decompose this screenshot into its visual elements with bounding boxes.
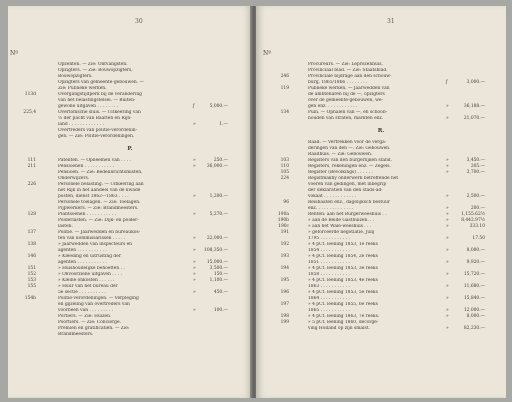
entry-list [8, 62, 252, 338]
entry-currency: » [446, 272, 449, 277]
entry-text: 1858 . . . . . . . . . . . [308, 272, 350, 277]
entry-text: » 4 pCt. leening 1863, 7e reeks. [308, 314, 380, 319]
entry-text: Overtreders van politie-verordenin- [58, 128, 138, 133]
entry-number: 146 [27, 254, 36, 259]
entry-text: Publieke werken. — Jaarwedden van [308, 86, 390, 91]
entry-text: Poortiers. — Zie: Concierge. [58, 320, 121, 325]
entry-text: der deklaratiën van den stads-ad- [308, 188, 383, 193]
entry-number: 138 [27, 242, 36, 247]
entry-text: Renten: aan het Burgerweeshuis . . [308, 212, 387, 217]
entry-text: Onderwijzers. [58, 176, 90, 181]
entry-currency: » [193, 164, 196, 169]
entry-amount: 36,000.— [206, 164, 228, 169]
entry-text: Politie. — Jaarwedden en bureaukos- [58, 230, 141, 235]
entry-currency: » [446, 170, 449, 175]
entry-number: 113d [24, 92, 36, 97]
entry-currency: » [193, 212, 196, 217]
entry-text: Provinciaal blad. — Zie: Staatsblad. [308, 68, 388, 73]
entry-amount: 12,000.— [463, 308, 485, 313]
entry-text: gen enz. . . . . . . . . . . . [308, 104, 358, 109]
entry-text: » aan de Beide Gasthuizen. . . [308, 218, 375, 223]
entry-number: 224 [280, 176, 289, 181]
entry-number: 151 [27, 266, 36, 271]
entry-text: Pensioen. — Zie: Bedelinrichtsmisten, [58, 170, 143, 175]
entry-amount: 1,200.— [209, 194, 228, 199]
entry-text: 1864 . . . . . . . . . . . [308, 296, 350, 301]
entry-text: deringen van den —. Zie: Gebouwen. [308, 146, 391, 151]
entry-text: 1851 . . . . . . . . . . . [308, 260, 350, 265]
entry-text: P. [127, 146, 133, 152]
entry-text: R. [377, 128, 385, 134]
entry-text: Pensioenen . . . . . . . . . . . [58, 164, 115, 169]
entry-text: Pijpwerkers. — Zie: Brandmeesters. [58, 206, 139, 211]
entry-number: 192 [280, 242, 289, 247]
entry-number: 191 [280, 230, 289, 235]
entry-text: Polderlasten. — Zie: Dijk- en polder- [58, 218, 139, 223]
entry-text: Plantsoenen . . . . . . . . . . . [58, 212, 117, 217]
entry-text: » 4 pCt. leening 1853, 5e reeks [308, 290, 378, 295]
entry-amount: 450.— [213, 290, 228, 295]
entry-number: 96 [283, 200, 289, 205]
entry-number: 152 [27, 272, 36, 277]
entry-text: Brandmeesters. [58, 332, 94, 337]
entry-amount: 3,500.— [209, 266, 228, 271]
entry-currency: » [193, 290, 196, 295]
entry-currency: » [193, 278, 196, 283]
entry-number: 190c [278, 224, 289, 229]
entry-currency: » [193, 272, 196, 277]
entry-amount: 1,100.— [209, 278, 228, 283]
entry-text: voeren van gedingen, met inbegrip [308, 182, 387, 187]
entry-text: ⅓ der pacht van Baarlen en Rijn- [58, 116, 132, 121]
number-column-label: Nº [263, 50, 272, 57]
entry-currency: » [446, 308, 449, 313]
entry-amount: 15,840.— [463, 296, 485, 301]
entry-text: Registers, rekeningen enz. — Zegels. [308, 164, 391, 169]
entry-currency: » [446, 212, 449, 217]
entry-amount: 108,350.— [204, 248, 228, 253]
entry-amount: 22,000.— [206, 236, 228, 241]
entry-text: Portiers. — Zie: Huizen. [58, 314, 112, 319]
entry-text: » Huishoudelijke behoeften . . [58, 266, 125, 271]
entry-text: ten van kommissarissen . . . . . [58, 236, 126, 241]
entry-text: agenten . . . . . . . . . . . [58, 260, 107, 265]
entry-currency: » [446, 236, 449, 241]
entry-currency: » [446, 206, 449, 211]
entry-currency: » [193, 260, 196, 265]
entry-currency: » [446, 248, 449, 253]
entry-number: 154b [24, 296, 36, 301]
entry-number: 111 [27, 158, 36, 163]
entry-text: » 5 pCt. leening 1860, decorge- [308, 320, 379, 325]
entry-amount: 5,270.— [209, 212, 228, 217]
entry-text: Raadhuis. — Zie: Gebouwen. [308, 152, 373, 157]
entry-currency: » [446, 116, 449, 121]
entry-text: lasten. [58, 224, 73, 229]
entry-text: Opzenten. — Zie: Ontvangsten. [58, 62, 128, 67]
entry-amount: 15,000.— [206, 260, 228, 265]
entry-currency: » [446, 164, 449, 169]
entry-number: 153 [27, 278, 36, 283]
entry-text: 5e sectie . . . . . . . . . . [58, 290, 106, 295]
entry-text: Bouwopzigters. [58, 74, 93, 79]
entry-text: Opzigters. — Zie: Bouwopzigters, [58, 68, 133, 73]
entry-text: de ambtenaren bij de —, opzigters [308, 92, 385, 97]
entry-text: en gijzeling van overtreders van [58, 302, 130, 307]
left-page [8, 6, 252, 398]
entry-text: » 4 pCt. leening 1853, 3e reeks [308, 266, 378, 271]
entry-text: gewone uitgaven . . . . . . . . [58, 104, 119, 109]
entry-number: 225,4 [23, 110, 36, 115]
entry-number: 110 [280, 164, 289, 169]
entry-currency: ƒ [193, 104, 195, 109]
entry-text: ving Holland op zijn smalst. [308, 326, 370, 331]
entry-amount: 205.— [470, 164, 485, 169]
entry-number: 128 [27, 212, 36, 217]
entry-currency: » [446, 224, 449, 229]
entry-number: 137 [27, 230, 36, 235]
entry-currency: » [446, 284, 449, 289]
entry-currency: » [446, 314, 449, 319]
entry-amount: 200.— [470, 206, 485, 211]
entry-text: Registers van den burgerlijken stand. [308, 158, 393, 163]
entry-number: 246 [280, 74, 289, 79]
entry-currency: » [193, 194, 196, 199]
entry-currency: » [446, 326, 449, 331]
entry-text: het Rijk in het aandeel van de kwade [58, 188, 141, 193]
entry-currency: » [446, 194, 449, 199]
entry-amount: 150.— [213, 272, 228, 277]
entry-text: agenten . . . . . . . . . . . [58, 248, 107, 253]
entry-text: Procureurs. — Zie: Leprozenhuis. [308, 62, 383, 67]
entry-number: 197 [280, 302, 289, 307]
number-column-label: Nº [10, 50, 19, 57]
entry-number: 194 [280, 266, 289, 271]
entry-text: » Onvoorziene uitgaven . . . . [58, 272, 123, 277]
entry-text: » 4 pCt. leening 1853, 1e reeks [308, 242, 378, 247]
entry-currency: » [193, 122, 196, 127]
entry-text: land . . . . . . . . . . . . . [58, 122, 104, 127]
entry-text: enz. . . . . . . . . . . . . . [308, 206, 354, 211]
entry-amount: 1,155.62½ [461, 212, 485, 217]
entry-text: Overgangstijdperk bij de verandering [58, 92, 142, 97]
entry-amount: 2,500.— [466, 194, 485, 199]
entry-text: gen. — Zie: Politie-verordeningen. [58, 134, 135, 139]
entry-currency: » [446, 218, 449, 223]
entry-text: 1865 . . . . . . . . . . . [308, 308, 350, 313]
entry-text: Patenten. — Opneemen van . . . . [58, 158, 131, 163]
entry-currency: » [193, 308, 196, 313]
entry-amount: 333.10 [469, 224, 485, 229]
entry-text: voorheen van . . . . . . . . . [58, 308, 114, 313]
entry-text: Politie-verordeningen. — Verpleging [58, 296, 139, 301]
entry-text: 1795 . . . . . . . . . . . [308, 236, 350, 241]
entry-number: 226 [27, 182, 36, 187]
page-number: 31 [387, 18, 395, 25]
entry-amount: 1.— [219, 122, 228, 127]
entry-text: over de gemeente-gebouwen, we- [308, 98, 383, 103]
entry-amount: 36,188.— [463, 104, 485, 109]
entry-text: » 4 pCt. leening 1855, 6e reeks [308, 302, 378, 307]
entry-text: Puin. — Ophalen van —, en schoon- [308, 110, 388, 115]
entry-amount: 3,450.— [466, 158, 485, 163]
entry-text: » Kleeding en uitrusting der [58, 254, 121, 259]
entry-amount: 3,000.— [466, 80, 485, 85]
entry-text: Provinciale bijdrage aan den schouw- [308, 74, 392, 79]
page-number: 30 [135, 18, 143, 25]
entry-text: Zie: Publieke werken. [58, 86, 107, 91]
entry-text: Premiën en gratificatiën. — Zie: [58, 326, 130, 331]
entry-number: 193 [280, 254, 289, 259]
entry-number: 119 [280, 86, 289, 91]
entry-text: houden van straten, markten enz. [308, 116, 384, 121]
entry-text: burg, 1865/1866 . . . . . . . . [308, 80, 368, 85]
entry-text: posten, dienst 1862—1863 . . . . [58, 194, 129, 199]
entry-text: » Huur van het bureau der [58, 284, 118, 289]
entry-text: » Jaarwedden van inspecteurs en [58, 242, 133, 247]
entry-number: 195 [280, 278, 289, 283]
entry-amount: 21,070.— [463, 116, 485, 121]
entry-amount: 8,000.— [466, 314, 485, 319]
entry-text: Opzigters van gemeente-gebouwen. — [58, 80, 144, 85]
entry-currency: » [193, 266, 196, 271]
entry-text: Personele toelagen. — Zie: Toelagen. [58, 200, 141, 205]
entry-number: 199 [280, 320, 289, 325]
entry-text: 1854 . . . . . . . . . . . [308, 248, 350, 253]
entry-text: van het belastingstelsel. — Buiten- [58, 98, 136, 103]
entry-currency: » [193, 158, 196, 163]
entry-text: Raad. — Vertrekken voor de verga- [308, 140, 387, 145]
entry-number: 105 [280, 170, 289, 175]
entry-number: 190a [278, 212, 289, 217]
entry-number: 198 [280, 314, 289, 319]
entry-text: » geforceerde negotiatie, Julij [308, 230, 375, 235]
entry-list [256, 62, 506, 332]
right-page [256, 6, 506, 398]
entry-row [8, 332, 252, 338]
entry-text: Register (Bevolkings) . . . . . . [308, 170, 373, 175]
entry-text: » 4 pCt. leening 1853, 4e reeks [308, 278, 378, 283]
entry-number: 155 [27, 284, 36, 289]
entry-amount: 8,442.97½ [461, 218, 485, 223]
entry-amount: 3,700.— [466, 170, 485, 175]
entry-currency: » [446, 260, 449, 265]
entry-text: Personele belasting. — Uitkeering aan [58, 182, 144, 187]
entry-number: 196 [280, 290, 289, 295]
entry-number: 211 [27, 164, 36, 169]
entry-text: » Kleine onkosten . . . . . . [58, 278, 115, 283]
entry-text: Overtomsche sluis. — Uitkeering van [58, 110, 141, 115]
entry-currency: » [446, 158, 449, 163]
entry-text: 1863 . . . . . . . . . . . [308, 284, 350, 289]
entry-text: » aan het Wale-weeshuis . . . [308, 224, 372, 229]
entry-amount: 11,680.— [463, 284, 485, 289]
entry-currency: » [193, 236, 196, 241]
entry-amount: 8,080.— [466, 248, 485, 253]
entry-currency: ƒ [446, 80, 448, 85]
entry-amount: 82,230.— [463, 326, 485, 331]
entry-number: 190b [277, 218, 289, 223]
entry-currency: » [446, 104, 449, 109]
entry-currency: » [446, 296, 449, 301]
entry-number: 103 [280, 158, 289, 163]
entry-row [256, 326, 506, 332]
entry-amount: 17.50 [472, 236, 485, 241]
entry-text: vokaat . . . . . . . . . . . . [308, 194, 357, 199]
entry-amount: 100.— [213, 308, 228, 313]
entry-text: Reisbaaten enz., dagelijksch bestuur [308, 200, 390, 205]
entry-text: Registmakhy onderwerk betreffende het [308, 176, 399, 181]
entry-currency: » [193, 248, 196, 253]
entry-amount: 15,720.— [463, 272, 485, 277]
entry-amount: 9,920.— [466, 260, 485, 265]
entry-text: » 4 pCt. leening 1854, 2e reeks [308, 254, 378, 259]
entry-number: 134 [280, 110, 289, 115]
entry-amount: 5,000.— [209, 104, 228, 109]
entry-amount: 250.— [213, 158, 228, 163]
